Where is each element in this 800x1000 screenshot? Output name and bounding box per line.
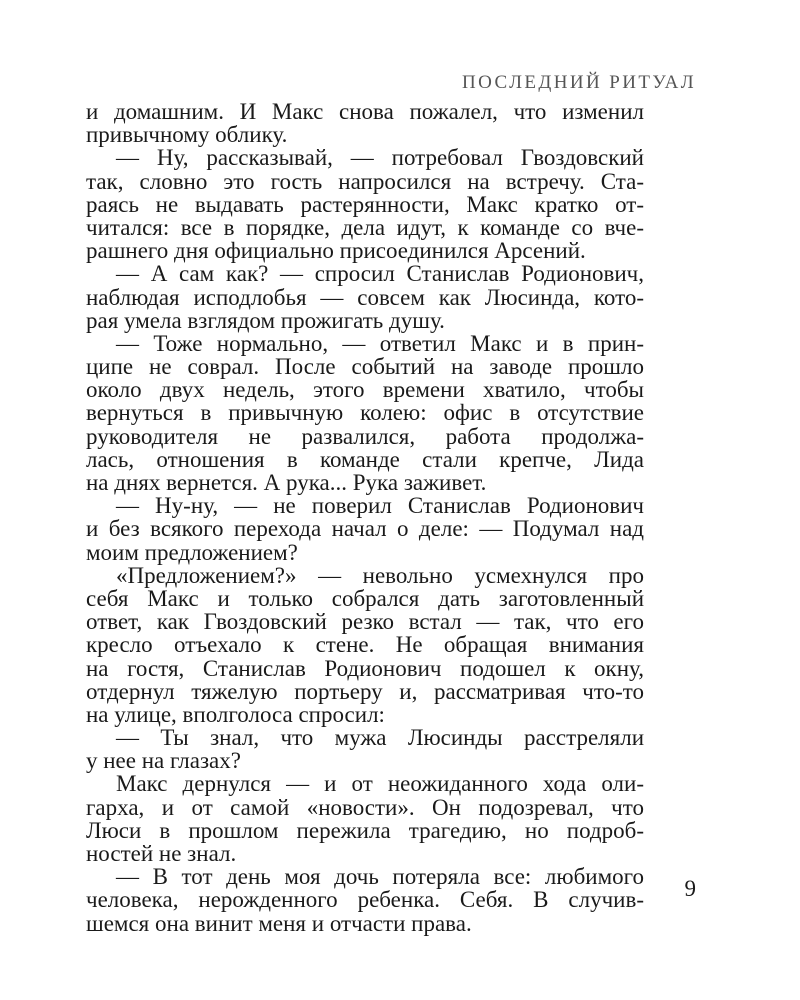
text-line: — Тоже нормально, — ответил Макс и в прин-: [116, 330, 644, 356]
body-text: [86, 100, 644, 935]
text-line: ципе не соврал. После событий на заводе прошло: [86, 354, 644, 380]
text-line: раясь не выдавать растерянности, Макс кратко от-: [86, 191, 644, 217]
text-line: рашнего дня официально присоединился Арсений.: [86, 238, 586, 264]
text-line: — Ну-ну, — не поверил Станислав Родионович: [116, 493, 644, 519]
text-line: привычному облику.: [86, 122, 288, 148]
text-line: человека, нерожденного ребенка. Себя. В случив-: [86, 887, 644, 913]
text-line: Макс дернулся — и от неожиданного хода оли-: [116, 771, 644, 797]
text-line: вернуться в привычную колею: офис в отсутствие: [86, 400, 644, 426]
text-line: у нее на глазах?: [86, 748, 241, 774]
text-line: рая умела взглядом прожигать душу.: [86, 307, 445, 333]
text-line: на днях вернется. А рука... Рука заживет.: [86, 470, 487, 495]
text-line: так, словно это гость напросился на встречу. Ста-: [86, 168, 644, 194]
text-line: и без всякого перехода начал о деле: — Подумал над: [86, 516, 644, 542]
text-line: — Ну, рассказывай, — потребовал Гвоздовский: [116, 145, 644, 171]
text-line: гарха, и от самой «новости». Он подозревал, что: [86, 794, 644, 820]
text-line: моим предложением?: [86, 539, 298, 565]
text-line: руководителя не развалился, работа продолжа-: [86, 423, 644, 449]
text-line: на гостя, Станислав Родионович подошел к окну,: [86, 655, 644, 681]
text-line: — В тот день моя дочь потеряла все: любимого: [116, 864, 644, 890]
text-line: кресло отъехало к стене. Не обращая внимания: [86, 632, 644, 658]
text-line: себя Макс и только собрался дать заготовленный: [86, 585, 644, 611]
text-line: лась, отношения в команде стали крепче, Лида: [86, 446, 644, 472]
text-line: ответ, как Гвоздовский резко встал — так, что его: [86, 609, 644, 635]
text-line: — Ты знал, что мужа Люсинды расстреляли: [116, 725, 644, 751]
text-line: Люси в прошлом пережила трагедию, но подроб-: [86, 817, 644, 843]
text-line: и домашним. И Макс снова пожалел, что изменил: [86, 99, 644, 124]
running-head: ПОСЛЕДНИЙ РИТУАЛ: [462, 72, 696, 93]
text-line: читался: все в порядке, дела идут, к команде со вче-: [86, 214, 644, 240]
text-line: ностей не знал.: [86, 841, 237, 866]
text-line: около двух недель, этого времени хватило, чтобы: [86, 377, 644, 403]
text-line: шемся она винит меня и отчасти права.: [86, 910, 472, 936]
text-line: наблюдая исподлобья — совсем как Люсинда, кото-: [86, 284, 644, 310]
text-line: на улице, вполголоса спросил:: [86, 701, 385, 727]
text-line: «Предложением?» — невольно усмехнулся про: [116, 562, 644, 588]
text-line: отдернул тяжелую портьеру и, рассматривая что-то: [86, 678, 644, 704]
text-line: — А сам как? — спросил Станислав Родионович,: [116, 261, 644, 287]
page-number: 9: [684, 876, 696, 901]
